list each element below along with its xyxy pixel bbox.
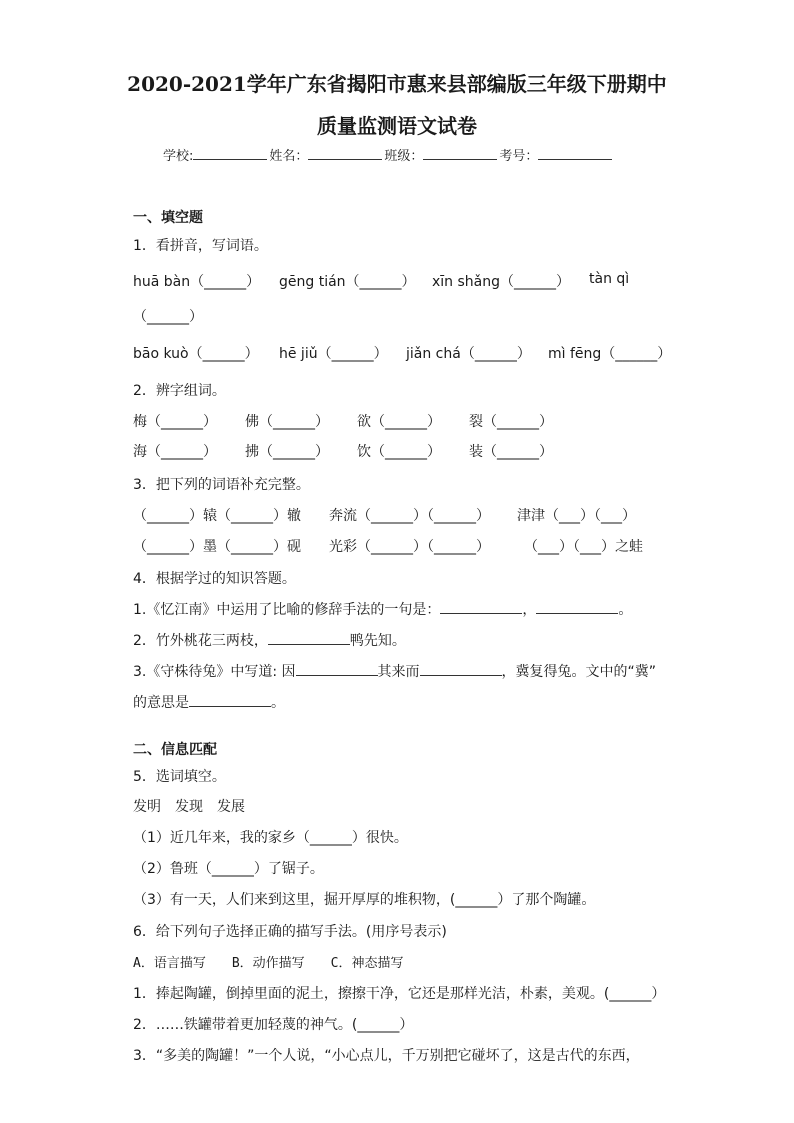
class-label: 班级： <box>384 149 424 164</box>
q5-word-bank: 发明 发现 发展 <box>133 799 245 815</box>
q4-item-2-tail: 鸭先知。 <box>349 633 406 649</box>
q5-sentence-3[interactable]: （3）有一天，人们来到这里，掘开厚厚的堆积物，(______）了那个陶罐。 <box>133 892 596 908</box>
q1-item[interactable]: mì fēng（______） <box>548 346 672 362</box>
school-label: 学校: <box>163 149 194 164</box>
q3-prompt: 3．把下列的词语补充完整。 <box>133 477 310 493</box>
q6-sentence-2[interactable]: 2．……铁罐带着更加轻蔑的神气。(______） <box>133 1017 414 1033</box>
q4-item-1-blank-a[interactable] <box>440 599 522 614</box>
q2-item[interactable]: 饮（______） <box>357 444 441 460</box>
q4-item-3-cont <box>133 692 285 712</box>
q2-prompt: 2．辨字组词。 <box>133 383 226 399</box>
exam-title-line-2: 质量监测语文试卷 <box>317 114 477 138</box>
q2-item[interactable]: 佛（______） <box>245 414 329 430</box>
q5-sentence-2[interactable]: （2）鲁班（______）了锯子。 <box>133 861 324 877</box>
exam-title-line-1: 2020-2021学年广东省揭阳市惠来县部编版三年级下册期中 <box>127 72 667 96</box>
number-label: 考号： <box>499 149 539 164</box>
number-blank[interactable] <box>538 145 612 160</box>
q3-item[interactable]: 奔流（______）（______） <box>329 508 490 524</box>
q2-item[interactable]: 裂（______） <box>469 414 553 430</box>
q3-item[interactable]: 光彩（______）（______） <box>329 539 490 555</box>
q2-item[interactable]: 欲（______） <box>357 414 441 430</box>
name-label: 姓名： <box>269 149 309 164</box>
q1-item-continued[interactable]: （______） <box>133 309 203 325</box>
q4-item-1-text: 1.《忆江南》中运用了比喻的修辞手法的一句是： <box>133 602 441 618</box>
q4-item-1-blank-b[interactable] <box>536 599 618 614</box>
q1-item[interactable]: huā bàn（______） <box>133 274 261 290</box>
class-blank[interactable] <box>423 145 497 160</box>
q4-prompt: 4．根据学过的知识答题。 <box>133 571 296 587</box>
q4-item-3-meaning: 的意思是 <box>133 695 189 711</box>
q1-prompt: 1．看拼音，写词语。 <box>133 238 268 254</box>
q4-item-1 <box>133 599 632 619</box>
q6-sentence-1[interactable]: 1．捧起陶罐，倒掉里面的泥土，擦擦干净，它还是那样光洁，朴素，美观。(______） <box>133 986 666 1002</box>
q4-item-3-tail: ，冀复得兔。文中的“冀” <box>501 664 657 680</box>
student-info-line <box>163 145 614 164</box>
q6-prompt: 6．给下列句子选择正确的描写手法。(用序号表示) <box>133 924 447 940</box>
q1-item[interactable]: bāo kuò（______） <box>133 346 259 362</box>
q2-item[interactable]: 装（______） <box>469 444 553 460</box>
q5-prompt: 5．选词填空。 <box>133 769 226 785</box>
q4-item-3-blank-a[interactable] <box>296 661 378 676</box>
q3-item[interactable]: 津津（___）（___） <box>517 508 636 524</box>
school-blank[interactable] <box>193 145 267 160</box>
q2-item[interactable]: 海（______） <box>133 444 217 460</box>
q4-item-3-text: 3.《守株待兔》中写道: 因 <box>133 664 296 680</box>
q1-item[interactable]: jiǎn chá（______） <box>406 346 531 362</box>
q1-item[interactable]: hē jiǔ（______） <box>279 346 388 362</box>
q1-item: tàn qì <box>589 271 630 287</box>
q4-item-3-blank-b[interactable] <box>420 661 502 676</box>
q4-item-2 <box>133 630 406 650</box>
q4-item-3-blank-c[interactable] <box>189 692 271 707</box>
section-matching: 二、信息匹配 <box>133 742 217 758</box>
q6-options: A．语言描写 B．动作描写 C．神态描写 <box>133 956 404 971</box>
name-blank[interactable] <box>308 145 382 160</box>
q4-item-1-end: 。 <box>618 602 633 618</box>
q3-item[interactable]: （______）辕（______）辙 <box>133 508 301 524</box>
q3-item[interactable]: （___）（___）之蛙 <box>524 539 643 555</box>
q1-item[interactable]: gēng tián（______） <box>279 274 416 290</box>
q1-item[interactable]: xīn shǎng（______） <box>432 274 571 290</box>
q4-item-2-text: 2．竹外桃花三两枝， <box>133 633 268 649</box>
q4-item-3 <box>133 661 656 681</box>
q2-item[interactable]: 梅（______） <box>133 414 217 430</box>
q4-item-2-blank[interactable] <box>268 630 350 645</box>
q2-item[interactable]: 拂（______） <box>245 444 329 460</box>
q5-sentence-1[interactable]: （1）近几年来，我的家乡（______）很快。 <box>133 830 408 846</box>
q4-item-1-sep: ， <box>522 602 537 618</box>
q4-item-3-end: 。 <box>271 695 285 711</box>
q4-item-3-mid: 其来而 <box>377 664 420 680</box>
section-fill-in: 一、填空题 <box>133 210 203 226</box>
q6-sentence-3: 3．“多美的陶罐！”一个人说，“小心点儿，千万别把它碰坏了，这是古代的东西， <box>133 1048 640 1064</box>
q3-item[interactable]: （______）墨（______）砚 <box>133 539 301 555</box>
